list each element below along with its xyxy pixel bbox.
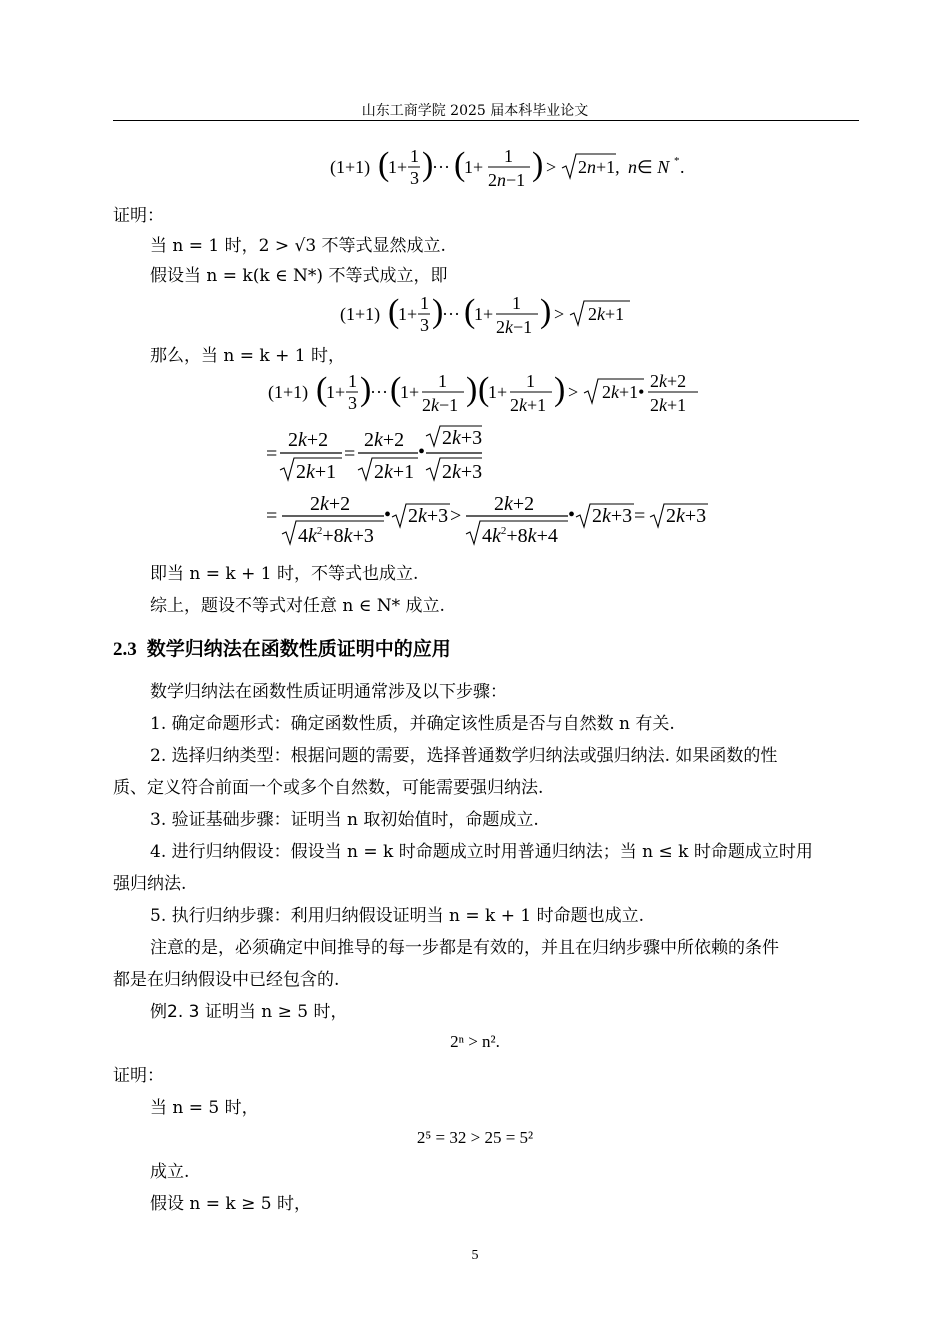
svg-text:>: > (546, 157, 557, 177)
svg-text:): ) (360, 371, 372, 408)
svg-text:3: 3 (420, 315, 429, 335)
svg-text:1+: 1+ (388, 157, 408, 177)
svg-text:2k+1: 2k+1 (510, 395, 547, 415)
step-2-line-1: 2. 选择归纳类型：根据问题的需要，选择普通数学归纳法或强归纳法. 如果函数的性 (150, 746, 778, 766)
section-number: 2.3 (113, 639, 137, 660)
page-number: 5 (471, 1248, 479, 1263)
svg-text:1: 1 (348, 371, 357, 391)
svg-text:2k+3: 2k+3 (408, 505, 449, 527)
svg-text:): ) (532, 146, 544, 183)
then-line: 那么，当 n = k + 1 时， (150, 346, 345, 366)
svg-text:2k+1: 2k+1 (588, 304, 625, 324)
svg-text:*: * (674, 155, 680, 167)
svg-text:(: ( (378, 146, 390, 183)
svg-text:(: ( (316, 371, 328, 408)
svg-text:1+: 1+ (398, 304, 418, 324)
svg-text:1: 1 (512, 293, 521, 313)
svg-text:2k+3: 2k+3 (442, 461, 483, 483)
header-rule (113, 120, 859, 121)
example-label: 例2. 3 (150, 1002, 200, 1022)
svg-text:(: ( (390, 371, 402, 408)
step-4-line-2: 强归纳法. (113, 874, 187, 894)
top-formula (330, 140, 690, 196)
svg-text:2k+1: 2k+1 (650, 395, 687, 415)
svg-text:=: = (634, 505, 646, 527)
svg-text:1+: 1+ (474, 304, 494, 324)
svg-text:(1+1): (1+1) (268, 382, 309, 402)
step-4-line-1: 4. 进行归纳假设：假设当 n = k 时命题成立时用普通归纳法；当 n ≤ k 时命题成立时用 (150, 842, 813, 862)
svg-text:2k+2: 2k+2 (364, 429, 405, 451)
svg-text:(: ( (478, 371, 490, 408)
example-base-formula: 2⁵ = 32 > 25 = 5² (416, 1128, 534, 1147)
proof-label: 证明： (113, 206, 164, 226)
svg-text:2k+1•: 2k+1• (602, 382, 645, 402)
svg-text:2k+3: 2k+3 (442, 427, 483, 449)
svg-text:(1+1): (1+1) (340, 304, 381, 324)
note-line-1: 注意的是，必须确定中间推导的每一步都是有效的，并且在归纳步骤中所依赖的条件 (150, 938, 779, 958)
section-heading (113, 634, 451, 661)
svg-text:n∈ N: n∈ N (628, 157, 670, 177)
hypothesis-formula (340, 288, 640, 344)
svg-text:>: > (568, 382, 579, 402)
svg-text:2n+1,: 2n+1, (578, 157, 620, 177)
summary-line: 综上，题设不等式对任意 n ∈ N* 成立. (150, 596, 445, 616)
svg-text:2k+3: 2k+3 (592, 505, 633, 527)
svg-text:>: > (450, 505, 462, 527)
example-statement: 证明当 n ≥ 5 时， (204, 1002, 348, 1022)
example-hypothesis-line: 假设 n = k ≥ 5 时， (150, 1194, 311, 1214)
svg-text:>: > (554, 304, 565, 324)
svg-text:1: 1 (438, 371, 447, 391)
svg-text:4k2+8k+3: $4k^2+8k+3$ (298, 525, 374, 547)
svg-text:.: . (680, 157, 685, 177)
svg-text:1: 1 (504, 146, 513, 166)
svg-text:2k−1: 2k−1 (496, 317, 533, 337)
svg-text:1: 1 (420, 293, 429, 313)
svg-text:1: 1 (526, 371, 535, 391)
svg-text:2k+2: 2k+2 (650, 371, 687, 391)
svg-text:(1+1): (1+1) (330, 157, 371, 177)
svg-text:2n−1: 2n−1 (488, 170, 526, 190)
svg-text:): ) (422, 146, 434, 183)
svg-text:1: 1 (410, 146, 419, 166)
svg-text:2k+2: 2k+2 (310, 493, 351, 515)
section-title: 数学归纳法在函数性质证明中的应用 (146, 638, 451, 660)
hypothesis-line: 假设当 n = k(k ∈ N*) 不等式成立，即 (150, 266, 448, 286)
svg-text:3: 3 (410, 168, 419, 188)
svg-text:): ) (466, 371, 478, 408)
svg-text:): ) (554, 371, 566, 408)
derivation-line-3 (266, 490, 716, 552)
running-header: 山东工商学院 2025 届本科毕业论文 (361, 103, 589, 119)
svg-text:=: = (266, 443, 278, 465)
svg-text:2k+1: 2k+1 (296, 461, 337, 483)
svg-text:=: = (266, 505, 278, 527)
svg-text:2k+1: 2k+1 (374, 461, 415, 483)
svg-text:···: ··· (370, 382, 388, 402)
svg-text:•: • (384, 504, 392, 526)
example-holds-line: 成立. (150, 1162, 190, 1182)
svg-text:···: ··· (442, 304, 460, 324)
svg-text:2k−1: 2k−1 (422, 395, 459, 415)
svg-text:2k+2: 2k+2 (288, 429, 329, 451)
svg-text:•: • (418, 441, 426, 463)
svg-text:=: = (344, 443, 356, 465)
svg-text:(: ( (388, 293, 400, 330)
svg-text:): ) (540, 293, 552, 330)
svg-text:1+: 1+ (326, 382, 346, 402)
svg-text:···: ··· (432, 157, 450, 177)
example-line (0, 1000, 950, 1024)
step-2-line-2: 质、定义符合前面一个或多个自然数，可能需要强归纳法. (113, 778, 544, 798)
derivation-line-1 (268, 366, 708, 422)
conclusion-line: 即当 n = k + 1 时，不等式也成立. (150, 564, 419, 584)
svg-text:(: ( (464, 293, 476, 330)
svg-text:1+: 1+ (488, 382, 508, 402)
svg-text:1+: 1+ (464, 157, 484, 177)
svg-text:1+: 1+ (400, 382, 420, 402)
derivation-line-2 (266, 424, 496, 486)
svg-text:2k+3: 2k+3 (666, 505, 707, 527)
example-formula: 2ⁿ > n². (450, 1032, 500, 1051)
step-3: 3. 验证基础步骤：证明当 n 取初始值时，命题成立. (150, 810, 539, 830)
svg-text:(: ( (454, 146, 466, 183)
example-proof-label: 证明： (113, 1066, 164, 1086)
svg-text:): ) (432, 293, 444, 330)
base-case-line: 当 n = 1 时，2 > √3 不等式显然成立. (150, 236, 446, 256)
example-base-line: 当 n = 5 时， (150, 1098, 259, 1118)
step-5: 5. 执行归纳步骤：利用归纳假设证明当 n = k + 1 时命题也成立. (150, 906, 645, 926)
step-1: 1. 确定命题形式：确定函数性质，并确定该性质是否与自然数 n 有关. (150, 714, 675, 734)
svg-text:4k2+8k+4: $4k^2+8k+4$ (482, 525, 558, 547)
svg-text:3: 3 (348, 393, 357, 413)
svg-text:2k+2: 2k+2 (494, 493, 535, 515)
section-intro: 数学归纳法在函数性质证明通常涉及以下步骤： (150, 682, 507, 702)
note-line-2: 都是在归纳假设中已经包含的. (113, 970, 340, 990)
svg-text:•: • (568, 504, 576, 526)
